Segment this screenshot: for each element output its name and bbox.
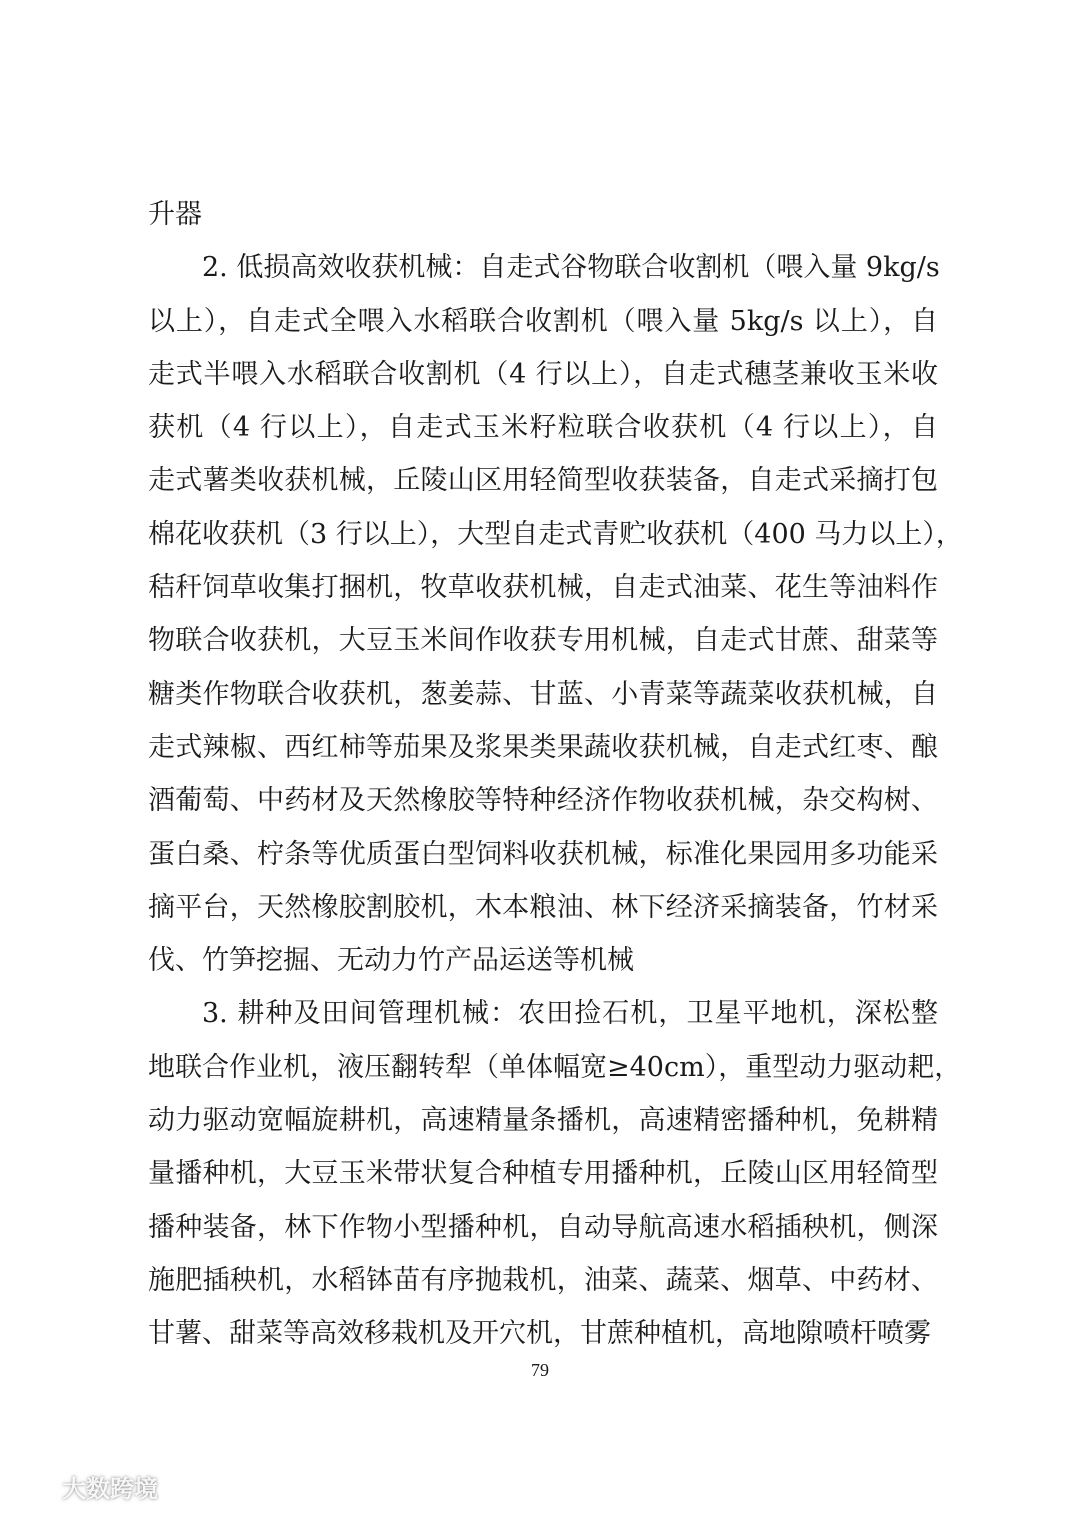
text-line: 3. 耕种及田间管理机械：农田捡石机，卫星平地机，深松整 <box>202 998 938 1030</box>
text-line: 地联合作业机，液压翻转犁（单体幅宽≥40cm），重型动力驱动耙， <box>148 1051 962 1083</box>
text-line: 伐、竹笋挖掘、无动力竹产品运送等机械 <box>148 945 634 977</box>
text-line: 摘平台，天然橡胶割胶机，木本粮油、林下经济采摘装备，竹材采 <box>148 891 938 923</box>
paragraph <box>148 987 962 1360</box>
text-line: 走式半喂入水稻联合收割机（4 行以上），自走式穗茎兼收玉米收 <box>148 358 938 390</box>
text-line: 播种装备，林下作物小型播种机，自动导航高速水稻插秧机，侧深 <box>148 1211 938 1243</box>
text-line: 秸秆饲草收集打捆机，牧草收获机械，自走式油菜、花生等油料作 <box>148 572 938 604</box>
text-line: 蛋白桑、柠条等优质蛋白型饲料收获机械，标准化果园用多功能采 <box>148 838 938 870</box>
text-line: 物联合收获机，大豆玉米间作收获专用机械，自走式甘蔗、甜菜等 <box>148 625 938 657</box>
text-line: 升器 <box>148 199 202 230</box>
text-line: 糖类作物联合收获机，葱姜蒜、甘蓝、小青菜等蔬菜收获机械，自 <box>148 678 938 710</box>
body-text <box>148 188 963 1361</box>
watermark-text: 大数跨境 <box>62 1474 158 1503</box>
text-line: 获机（4 行以上），自走式玉米籽粒联合收获机（4 行以上），自 <box>148 412 938 444</box>
watermark <box>12 1466 158 1506</box>
paragraph <box>148 241 963 987</box>
text-line: 酒葡萄、中药材及天然橡胶等特种经济作物收获机械，杂交构树、 <box>148 785 938 817</box>
text-line: 2. 低损高效收获机械：自走式谷物联合收割机（喂入量 9kg/s <box>202 252 940 284</box>
text-line: 走式辣椒、西红柿等茄果及浆果类果蔬收获机械，自走式红枣、酿 <box>148 731 938 763</box>
text-line: 棉花收获机（3 行以上），大型自走式青贮收获机（400 马力以上）， <box>148 518 963 550</box>
logo-icon <box>12 1471 56 1501</box>
text-line: 以上），自走式全喂入水稻联合收割机（喂入量 5kg/s 以上），自 <box>148 305 938 337</box>
text-line: 施肥插秧机，水稻钵苗有序抛栽机，油菜、蔬菜、烟草、中药材、 <box>148 1264 938 1296</box>
page-number: 79 <box>531 1360 549 1380</box>
text-line: 走式薯类收获机械，丘陵山区用轻简型收获装备，自走式采摘打包 <box>148 465 938 497</box>
paragraph <box>148 188 938 241</box>
text-line: 甘薯、甜菜等高效移栽机及开穴机，甘蔗种植机，高地隙喷杆喷雾 <box>148 1318 931 1350</box>
text-line: 动力驱动宽幅旋耕机，高速精量条播机，高速精密播种机，免耕精 <box>148 1105 938 1137</box>
text-line: 量播种机，大豆玉米带状复合种植专用播种机，丘陵山区用轻简型 <box>148 1158 938 1190</box>
